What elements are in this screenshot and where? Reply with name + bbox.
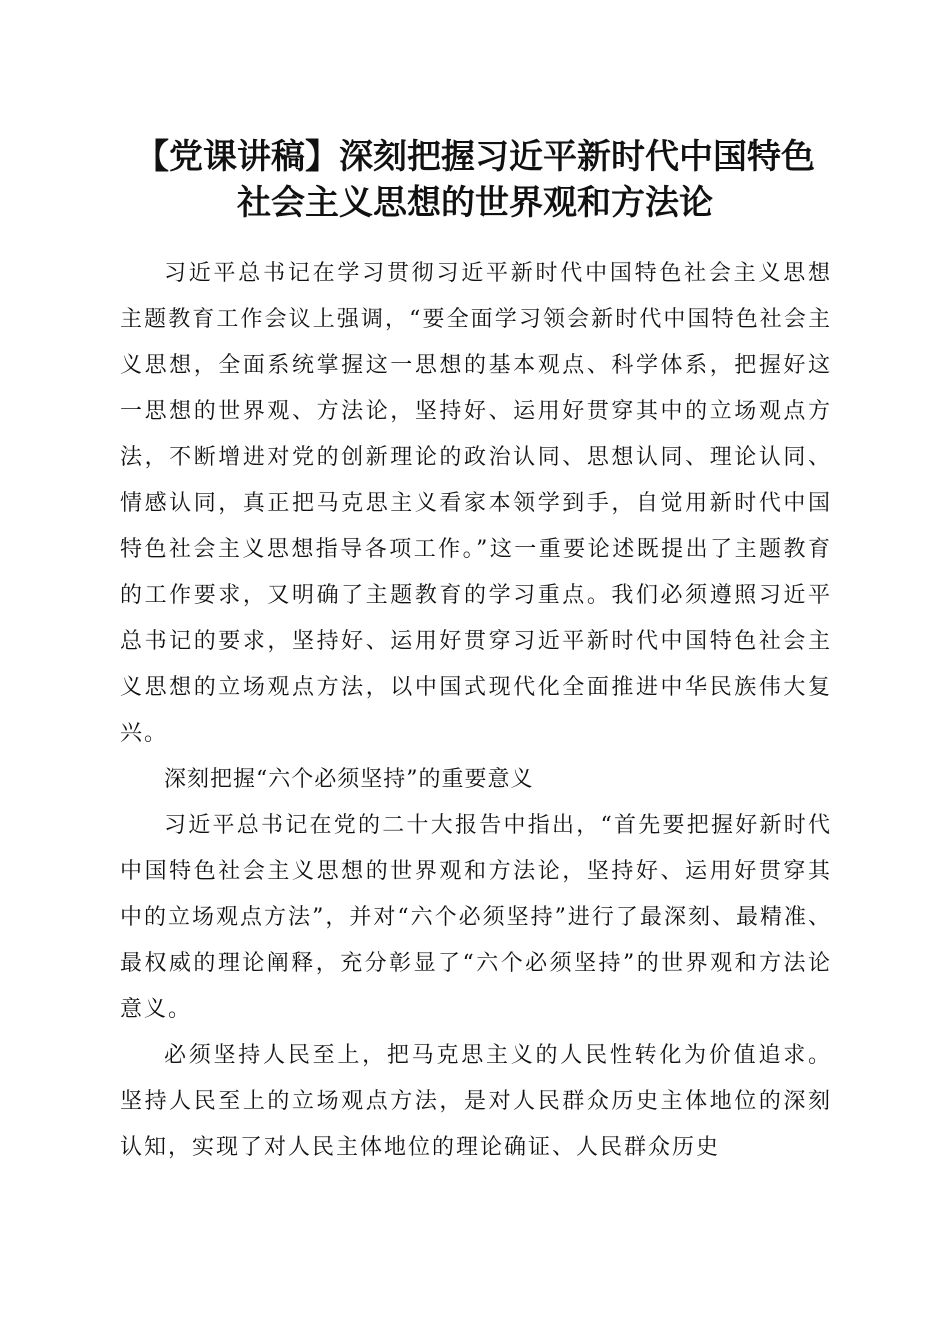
paragraph-people-first: 必须坚持人民至上，把马克思主义的人民性转化为价值追求。坚持人民至上的立场观点方法，是对人民群众历史主体地位的深刻认知，实现了对人民主体地位的理论确证、人民群众历史: [120, 1043, 832, 1160]
title-line-2: 社会主义思想的世界观和方法论: [237, 183, 713, 223]
document-body: [120, 251, 832, 1171]
document-title: [100, 134, 850, 226]
paragraph-report: 习近平总书记在党的二十大报告中指出，“首先要把握好新时代中国特色社会主义思想的世界观和方法论，坚持好、运用好贯穿其中的立场观点方法”，并对“六个必须坚持”进行了最深刻、最精准、最权威的理论阐释，充分彰显了“六个必须坚持”的世界观和方法论意义。: [120, 813, 832, 1022]
paragraph-intro: 习近平总书记在学习贯彻习近平新时代中国特色社会主义思想主题教育工作会议上强调，“要全面学习领会新时代中国特色社会主义思想，全面系统掌握这一思想的基本观点、科学体系，把握好这一思想的世界观、方法论，坚持好、运用好贯穿其中的立场观点方法，不断增进对党的创新理论的政治认同、思想认同、理论认同、情感认同，真正把马克思主义看家本领学到手，自觉用新时代中国特色社会主义思想指导各项工作。”这一重要论述既提出了主题教育的工作要求，又明确了主题教育的学习重点。我们必须遵照习近平总书记的要求，坚持好、运用好贯穿习近平新时代中国特色社会主义思想的立场观点方法，以中国式现代化全面推进中华民族伟大复兴。: [120, 261, 832, 746]
section-heading: 深刻把握“六个必须坚持”的重要意义: [164, 767, 534, 792]
title-line-1: 【党课讲稿】深刻把握习近平新时代中国特色: [135, 137, 815, 177]
